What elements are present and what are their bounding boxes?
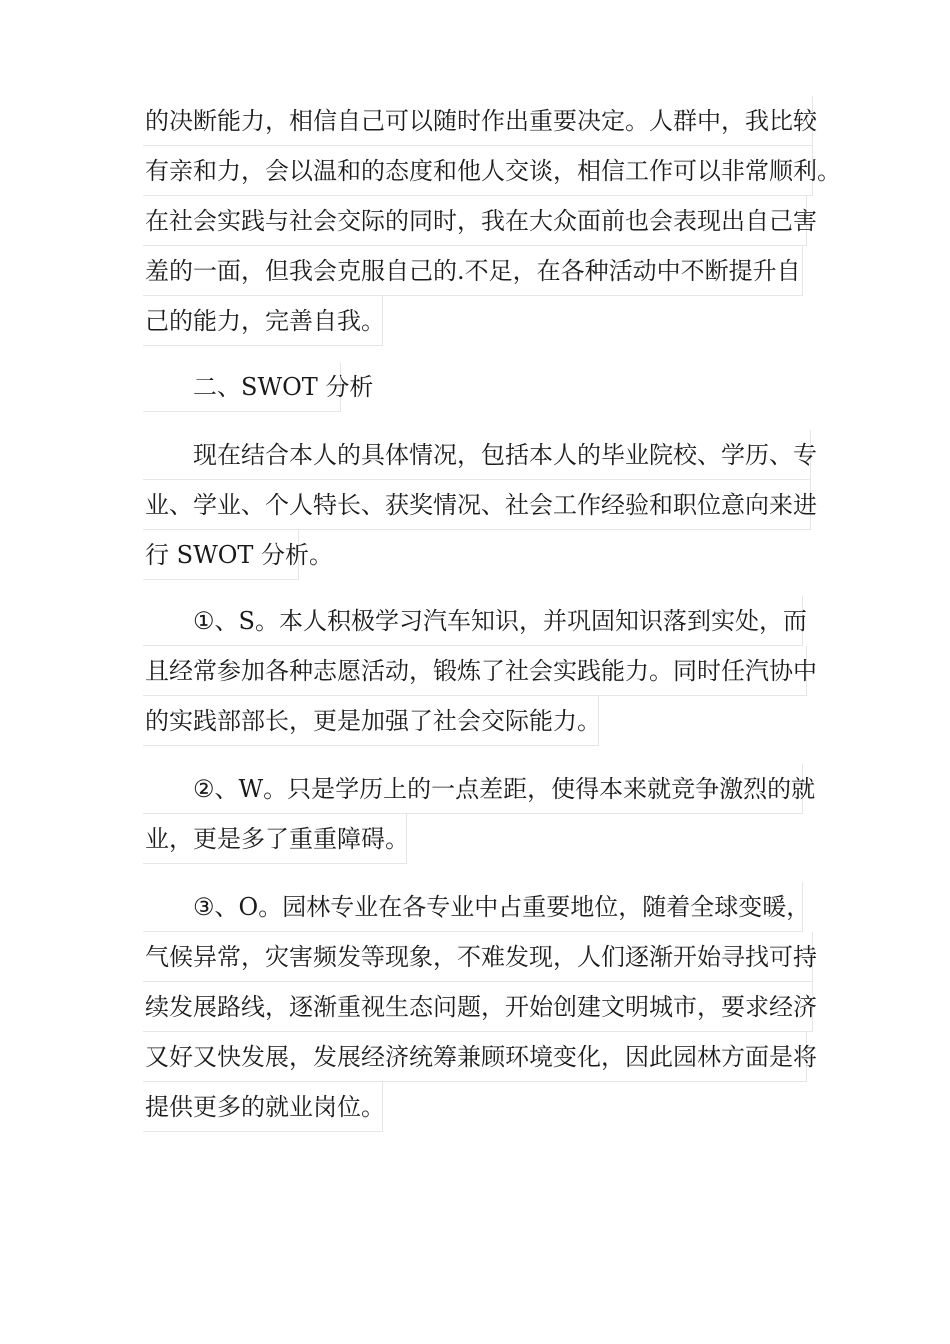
- section-heading-swot: [143, 362, 374, 412]
- text-line: 业，更是多了重重障碍。: [143, 814, 407, 864]
- text-line: 行 SWOT 分析。: [143, 530, 299, 580]
- text-line: 续发展路线，逐渐重视生态问题，开始创建文明城市，要求经济: [143, 982, 813, 1032]
- text-line: 现在结合本人的具体情况，包括本人的毕业院校、学历、专: [143, 430, 811, 480]
- text-line: 且经常参加各种志愿活动，锻炼了社会实践能力。同时任汽协中: [143, 646, 807, 696]
- paragraph-self-assessment: [143, 96, 841, 346]
- text-line: 己的能力，完善自我。: [143, 296, 383, 346]
- paragraph-strengths: [143, 596, 817, 746]
- text-line: 有亲和力，会以温和的态度和他人交谈，相信工作可以非常顺利。: [143, 146, 813, 196]
- text-line: 提供更多的就业岗位。: [143, 1082, 383, 1132]
- text-line: ①、S。本人积极学习汽车知识，并巩固知识落到实处，而: [143, 596, 803, 646]
- text-line: 业、学业、个人特长、获奖情况、社会工作经验和职位意向来进: [143, 480, 811, 530]
- text-line: 气候异常，灾害频发等现象，不难发现，人们逐渐开始寻找可持: [143, 932, 813, 982]
- text-line: 在社会实践与社会交际的同时，我在大众面前也会表现出自己害: [143, 196, 807, 246]
- text-line: 又好又快发展，发展经济统筹兼顾环境变化，因此园林方面是将: [143, 1032, 807, 1082]
- text-line: 羞的一面，但我会克服自己的.不足，在各种活动中不断提升自: [143, 246, 803, 296]
- text-line: 的实践部部长，更是加强了社会交际能力。: [143, 696, 599, 746]
- heading-text: 二、SWOT 分析: [143, 362, 341, 412]
- text-line: ②、W。只是学历上的一点差距，使得本来就竞争激烈的就: [143, 764, 803, 814]
- paragraph-swot-intro: [143, 430, 817, 580]
- text-line: 的决断能力，相信自己可以随时作出重要决定。人群中，我比较: [143, 96, 813, 146]
- paragraph-weaknesses: [143, 764, 816, 864]
- text-line: ③、O。园林专业在各专业中占重要地位，随着全球变暖，: [143, 882, 803, 932]
- paragraph-opportunities: [143, 882, 817, 1132]
